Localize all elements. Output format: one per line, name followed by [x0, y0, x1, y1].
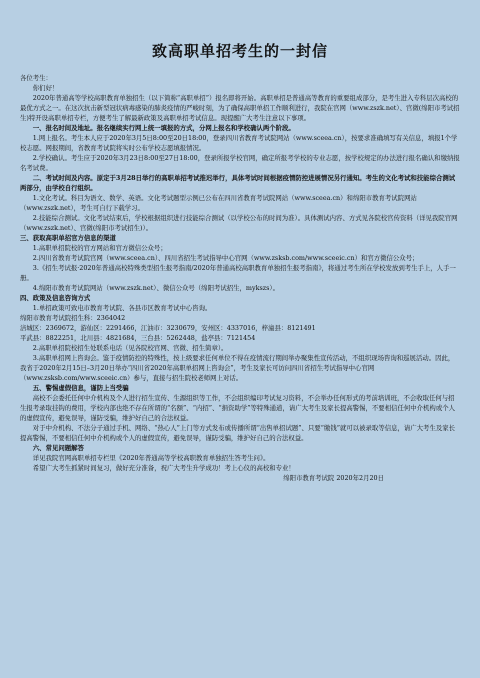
- section-5-heading: 五、警惕虚假信息，谨防上当受骗: [32, 384, 129, 392]
- greeting-line: 你们好！: [32, 84, 59, 92]
- section-2-item-2: 2.技能综合测试。文化考试结束后，学校根据组织进行技能综合测试（以学校公布的时间为准）。具体测试内容、方式见各院校官传资料（详见我院官网（www.zszk.net）、官微(绵阳市考试招生)）。: [20, 214, 458, 232]
- page-title: 致高职单招考生的一封信: [151, 42, 328, 60]
- section-1-item-1: 1.网上报名。考生本人应于2020年3月5日8:00至20日18:00，登录四川省教育考试院网站（www.sceea.cn），按要求准确填写有关信息，填报1个学校志愿。网报期间，省教育考试院将实时公布学校志愿填报情况。: [20, 134, 458, 152]
- section-2-heading: 二、考试时间及内容。原定于3月28日举行的高职单招考试推迟举行，具体考试时间根据疫情防控进展情况另行通知。考生的文化考试和技能综合测试两部分，由学校自行组织。: [20, 174, 456, 192]
- section-1-item-2: 2.学校确认。考生应于2020年3月23日8:00至27日18:00，登录所报学校官网，确定所报考学校的专业志愿，按学校规定的办法进行报名确认和缴纳报名考试费。: [20, 154, 460, 172]
- section-4-item-1: 1.单招政策可致电市教育考试院、各县市区教育考试中心咨询。: [32, 304, 212, 312]
- section-3-heading: 三、获取高职单招官方信息的渠道: [20, 234, 116, 242]
- section-4-phone-main: 绵阳市教育考试院招生科：2364042: [20, 314, 126, 322]
- section-3-item-3: 3.《招生考试报·2020年普通高校特殊类型招生报考指南/2020年普通高校高职教育单独招生报考指南》，将通过考生所在学校发放到考生手上，人手一册。: [20, 264, 456, 282]
- section-4-phone-list-2: 平武县：8822251，北川县：4821684，三台县：5262448，盐亭县：7121454: [20, 334, 256, 342]
- section-4-item-3: 3.高职单招网上咨询会。鉴于疫情防控的特殊性，按上级要求任何单位不得在疫情流行期间举办聚集性宣传活动，不组织现场咨询和巡展活动。因此，我省于2020年2月15日–3月20日举办“四川省2020年高职单招网上咨询会”，考生及家长可访问四川省招生考试指导中心官网（www.zsksb.com/www.sceeic.cn）参与，直接与招生院校老师网上对话。: [20, 354, 455, 382]
- section-4-heading: 四、政策及信息咨询方式: [20, 294, 91, 302]
- section-6-paragraph-1: 详见我院官网高职单招专栏里《2020年普通高等学校高职教育单独招生答考生问》。: [32, 454, 270, 462]
- intro-paragraph: 2020年普通高等学校高职教育单独招生（以下简称“高职单招”）报名即将开始。高职单招是普通高等教育的重要组成部分，是考生进入专科层次高校的最优方式之一。在这次抗击新型冠状病毒感染的肺炎疫情的严峻时刻，为了确保高职单招工作顺利进行，我院在官网（www.zszk.net）、官微(绵阳市考试招生)特开设高职单招专栏，方便考生了解最新政策及高职单招考试信息。现提醒广大考生注意以下事项。: [20, 94, 460, 122]
- section-5-paragraph-1: 高校不会委托任何中介机构及个人进行招生宣传、生源组织等工作，不会组织编印考试复习资料，不会举办任何形式的考前培训班，不会收取任何与招生报考录取挂钩的费用，学校内部也绝不存在所谓的“名额”、“内招”、“捐资助学”等特殊通道，请广大考生及家长提高警惕，不要相信任何中介机构或个人的虚假宣传，避免误导，谨防受骗，维护好自己的合法权益。: [20, 394, 455, 422]
- section-1-heading: 一、报名时间及地址。报名继续实行网上统一填报的方式，分网上报名和学校确认两个阶段。: [32, 124, 295, 132]
- section-6-heading: 六、常见问题解答: [32, 444, 84, 452]
- letter-body: [20, 73, 460, 483]
- section-3-item-4: 4.绵阳市教育考试院网站（www.zszk.net）、微信公众号（绵阳考试招生，mykszs）。: [32, 284, 279, 292]
- signature: 绵阳市教育考试院 2020年2月20日: [283, 474, 384, 482]
- section-4-phone-list-1: 涪城区：2369672，游仙区：2291466，江油市：3230679，安州区：4337016，梓潼县：8121491: [20, 324, 316, 332]
- section-3-item-1: 1.高职单招院校的官方网站和官方微信公众号；: [32, 244, 167, 252]
- section-2-item-1: 1.文化考试。科目为语文、数学、英语。文化考试题型示例已公布在四川省教育考试院网站（www.sceea.cn）和绵阳市教育考试院网站（www.zszk.net），考生可自行下载学习。: [20, 194, 417, 212]
- section-6-paragraph-2: 希望广大考生抓紧时间复习，做好充分准备，祝广大考生升学成功！考上心仪的高校和专业！: [32, 464, 295, 472]
- greeting: 各位考生：: [20, 74, 52, 82]
- section-5-paragraph-2: 对于中介机构、不法分子通过手机、网络、“热心人”上门等方式发布或传播所谓“出售单招试题”、只要“缴钱”就可以被录取等信息，请广大考生及家长提高警惕，不要相信任何中介机构或个人的虚假宣传，避免误导，谨防受骗，维护好自己的合法权益。: [20, 424, 456, 442]
- section-3-item-2: 2.四川省教育考试院官网（www.sceea.cn）、四川省招生考试指导中心官网（www.zsksb.com/www.sceeic.cn）和官方微信公众号；: [32, 254, 419, 262]
- section-4-item-2: 2.高职单招院校招生处联系电话（见各院校官网、官微、招生简章）。: [32, 344, 228, 352]
